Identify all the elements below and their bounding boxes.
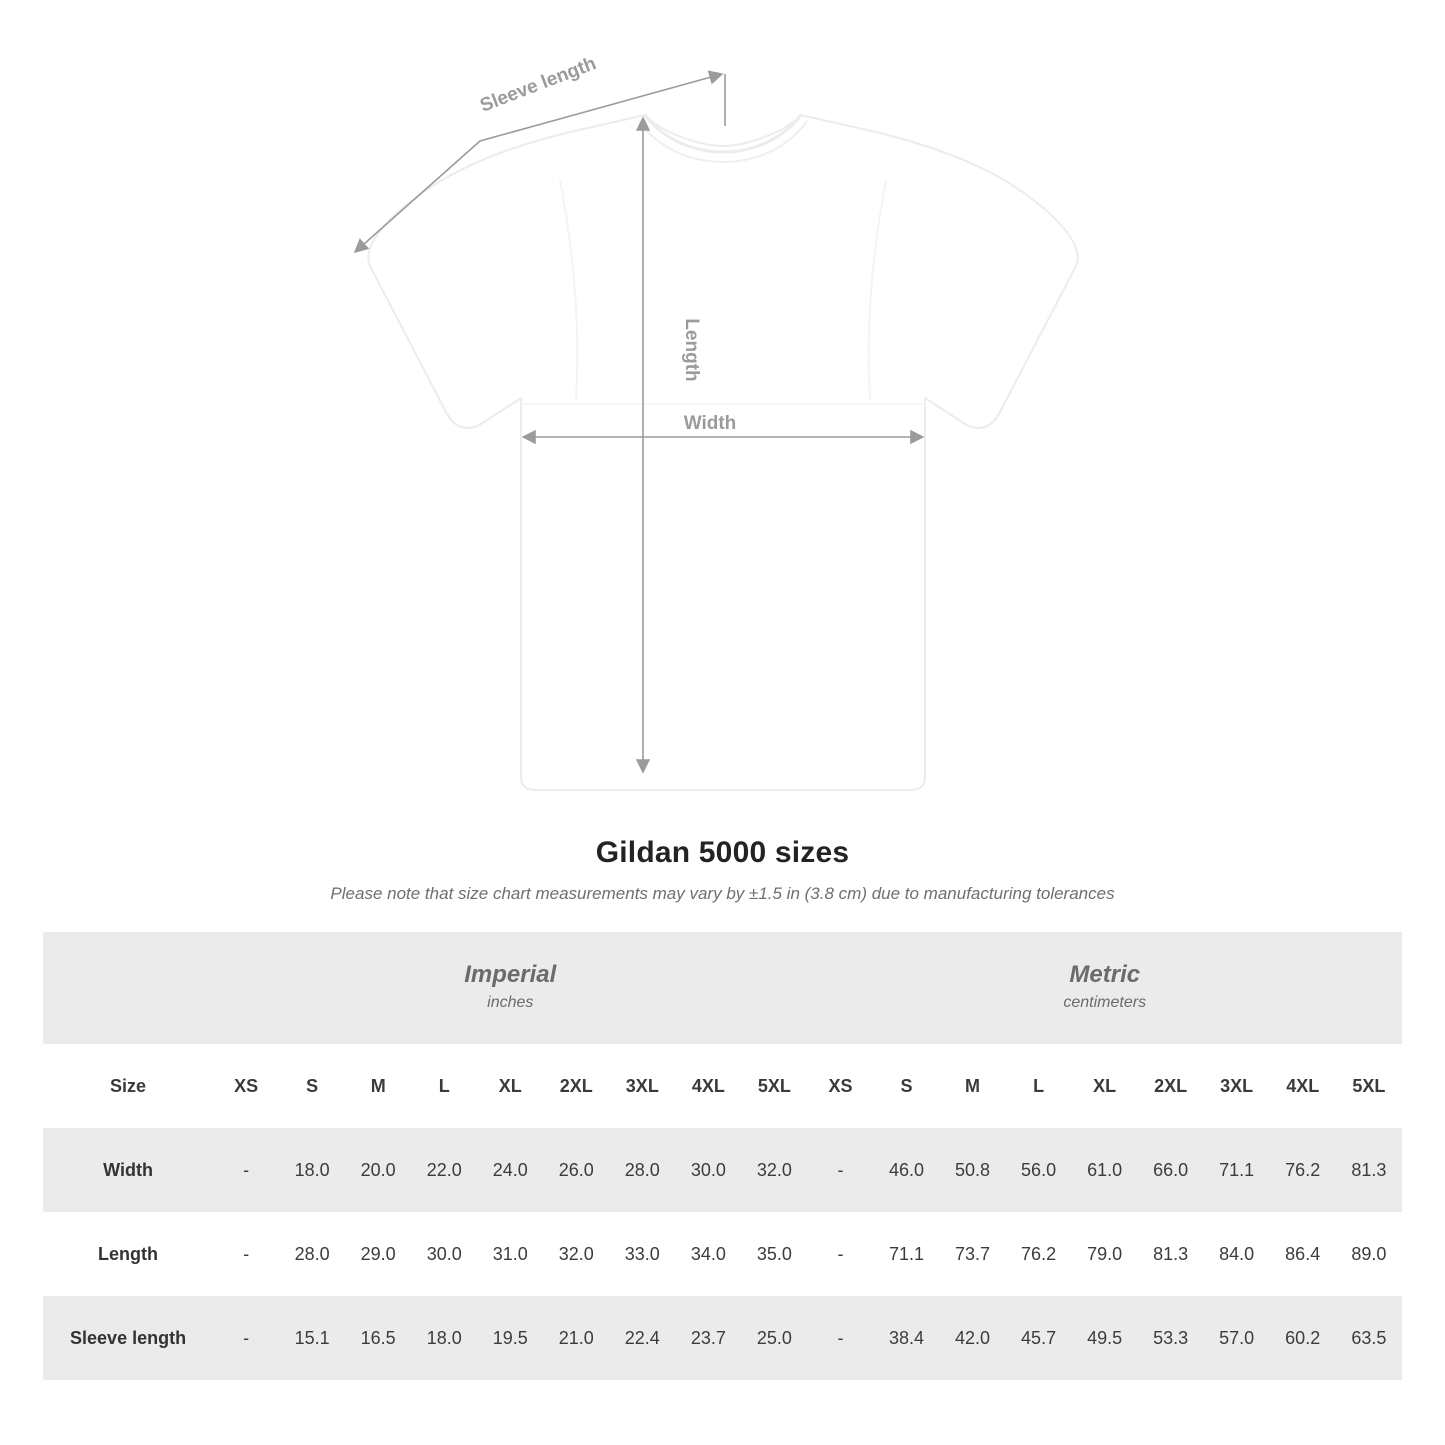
cell-sleeve-imperial-xl: 19.5 bbox=[477, 1296, 543, 1380]
cell-sleeve-imperial-l: 18.0 bbox=[411, 1296, 477, 1380]
cell-sleeve-imperial-m: 16.5 bbox=[345, 1296, 411, 1380]
page-title: Gildan 5000 sizes bbox=[595, 836, 850, 869]
row-label-width: Width bbox=[43, 1128, 213, 1212]
cell-width-metric-l: 56.0 bbox=[1006, 1128, 1072, 1212]
size-col-imperial-xl: XL bbox=[477, 1044, 543, 1128]
cell-length-imperial-2xl: 32.0 bbox=[543, 1212, 609, 1296]
sleeve-length-label: Sleeve length bbox=[477, 53, 600, 117]
cell-width-imperial-l: 22.0 bbox=[411, 1128, 477, 1212]
cell-sleeve-imperial-3xl: 22.4 bbox=[609, 1296, 675, 1380]
cell-width-imperial-s: 18.0 bbox=[279, 1128, 345, 1212]
size-col-metric-2xl: 2XL bbox=[1138, 1044, 1204, 1128]
cell-width-metric-3xl: 71.1 bbox=[1204, 1128, 1270, 1212]
cell-width-imperial-m: 20.0 bbox=[345, 1128, 411, 1212]
unit-name-metric: Metric bbox=[1069, 961, 1141, 989]
cell-sleeve-metric-xl: 49.5 bbox=[1072, 1296, 1138, 1380]
size-col-metric-5xl: 5XL bbox=[1336, 1044, 1402, 1128]
size-table bbox=[43, 932, 1402, 1380]
cell-width-metric-4xl: 76.2 bbox=[1270, 1128, 1336, 1212]
cell-width-imperial-2xl: 26.0 bbox=[543, 1128, 609, 1212]
unit-name-imperial: Imperial bbox=[464, 961, 557, 989]
title-block bbox=[0, 836, 1445, 904]
cell-sleeve-metric-l: 45.7 bbox=[1006, 1296, 1072, 1380]
cell-sleeve-metric-s: 38.4 bbox=[874, 1296, 940, 1380]
unit-sub-metric: centimeters bbox=[1063, 994, 1147, 1012]
cell-width-metric-m: 50.8 bbox=[940, 1128, 1006, 1212]
cell-length-imperial-xl: 31.0 bbox=[477, 1212, 543, 1296]
cell-length-imperial-3xl: 33.0 bbox=[609, 1212, 675, 1296]
size-label-cell: Size bbox=[43, 1044, 213, 1128]
size-col-imperial-s: S bbox=[279, 1044, 345, 1128]
size-col-metric-xl: XL bbox=[1072, 1044, 1138, 1128]
cell-width-metric-xs: - bbox=[807, 1128, 873, 1212]
cell-length-metric-5xl: 89.0 bbox=[1336, 1212, 1402, 1296]
size-col-imperial-m: M bbox=[345, 1044, 411, 1128]
row-label-length: Length bbox=[43, 1212, 213, 1296]
cell-width-metric-xl: 61.0 bbox=[1072, 1128, 1138, 1212]
cell-length-metric-2xl: 81.3 bbox=[1138, 1212, 1204, 1296]
cell-sleeve-metric-2xl: 53.3 bbox=[1138, 1296, 1204, 1380]
cell-sleeve-imperial-2xl: 21.0 bbox=[543, 1296, 609, 1380]
size-col-metric-m: M bbox=[940, 1044, 1006, 1128]
size-col-metric-4xl: 4XL bbox=[1270, 1044, 1336, 1128]
size-col-imperial-2xl: 2XL bbox=[543, 1044, 609, 1128]
size-col-metric-xs: XS bbox=[807, 1044, 873, 1128]
cell-length-metric-xs: - bbox=[807, 1212, 873, 1296]
width-label: Width bbox=[683, 413, 737, 434]
size-col-metric-s: S bbox=[874, 1044, 940, 1128]
cell-sleeve-metric-5xl: 63.5 bbox=[1336, 1296, 1402, 1380]
size-table-wrapper bbox=[43, 932, 1402, 1380]
size-col-imperial-5xl: 5XL bbox=[741, 1044, 807, 1128]
unit-sub-imperial: inches bbox=[487, 994, 534, 1012]
cell-length-metric-3xl: 84.0 bbox=[1204, 1212, 1270, 1296]
size-col-imperial-3xl: 3XL bbox=[609, 1044, 675, 1128]
size-col-metric-3xl: 3XL bbox=[1204, 1044, 1270, 1128]
size-header-row bbox=[43, 1044, 1402, 1128]
cell-sleeve-imperial-4xl: 23.7 bbox=[675, 1296, 741, 1380]
cell-length-metric-m: 73.7 bbox=[940, 1212, 1006, 1296]
cell-width-imperial-3xl: 28.0 bbox=[609, 1128, 675, 1212]
cell-width-imperial-5xl: 32.0 bbox=[741, 1128, 807, 1212]
cell-length-metric-xl: 79.0 bbox=[1072, 1212, 1138, 1296]
cell-sleeve-metric-m: 42.0 bbox=[940, 1296, 1006, 1380]
cell-width-metric-2xl: 66.0 bbox=[1138, 1128, 1204, 1212]
cell-length-imperial-s: 28.0 bbox=[279, 1212, 345, 1296]
unit-header-metric bbox=[807, 932, 1402, 1044]
tolerance-note: Please note that size chart measurements may vary by ±1.5 in (3.8 cm) due to manufacturing tolerances bbox=[330, 884, 1115, 903]
cell-sleeve-metric-xs: - bbox=[807, 1296, 873, 1380]
size-col-imperial-l: L bbox=[411, 1044, 477, 1128]
cell-sleeve-imperial-5xl: 25.0 bbox=[741, 1296, 807, 1380]
cell-width-imperial-xs: - bbox=[213, 1128, 279, 1212]
cell-sleeve-metric-3xl: 57.0 bbox=[1204, 1296, 1270, 1380]
cell-width-imperial-xl: 24.0 bbox=[477, 1128, 543, 1212]
size-col-metric-l: L bbox=[1006, 1044, 1072, 1128]
cell-length-metric-4xl: 86.4 bbox=[1270, 1212, 1336, 1296]
cell-sleeve-imperial-xs: - bbox=[213, 1296, 279, 1380]
units-header-row bbox=[43, 932, 1402, 1044]
size-col-imperial-4xl: 4XL bbox=[675, 1044, 741, 1128]
cell-length-imperial-5xl: 35.0 bbox=[741, 1212, 807, 1296]
unit-header-imperial bbox=[213, 932, 807, 1044]
cell-sleeve-metric-4xl: 60.2 bbox=[1270, 1296, 1336, 1380]
tshirt-shape bbox=[368, 115, 1077, 790]
cell-length-imperial-4xl: 34.0 bbox=[675, 1212, 741, 1296]
cell-length-metric-s: 71.1 bbox=[874, 1212, 940, 1296]
cell-length-imperial-xs: - bbox=[213, 1212, 279, 1296]
table-row bbox=[43, 1128, 1402, 1212]
length-label: Length bbox=[681, 318, 702, 382]
size-col-imperial-xs: XS bbox=[213, 1044, 279, 1128]
cell-length-imperial-m: 29.0 bbox=[345, 1212, 411, 1296]
cell-width-metric-5xl: 81.3 bbox=[1336, 1128, 1402, 1212]
cell-width-imperial-4xl: 30.0 bbox=[675, 1128, 741, 1212]
cell-width-metric-s: 46.0 bbox=[874, 1128, 940, 1212]
table-row bbox=[43, 1296, 1402, 1380]
table-row bbox=[43, 1212, 1402, 1296]
unit-header-blank bbox=[43, 932, 213, 1044]
cell-length-imperial-l: 30.0 bbox=[411, 1212, 477, 1296]
cell-sleeve-imperial-s: 15.1 bbox=[279, 1296, 345, 1380]
row-label-sleeve-length: Sleeve length bbox=[43, 1296, 213, 1380]
cell-length-metric-l: 76.2 bbox=[1006, 1212, 1072, 1296]
